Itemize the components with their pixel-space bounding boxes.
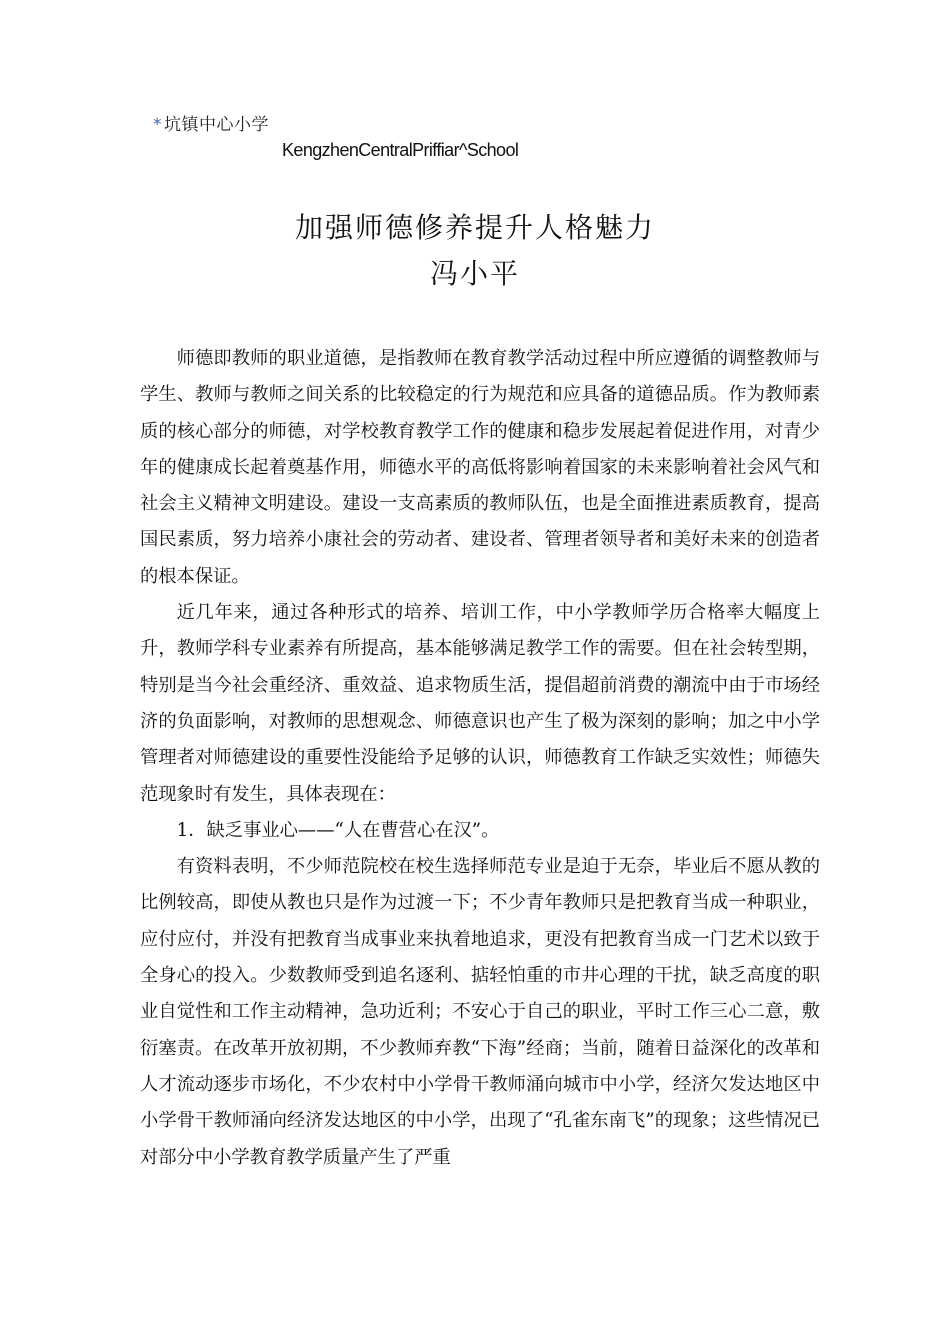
document-title: 加强师德修养提升人格魅力: [294, 211, 655, 244]
document-author: 冯小平: [429, 257, 520, 290]
paragraph: 师德即教师的职业道德，是指教师在教育教学活动过程中所应遵循的调整教师与学生、教师与教师之间关系的比较稳定的行为规范和应具备的道德品质。作为教师素质的核心部分的师德，对学校教育教学工作的健康和稳步发展起着促进作用，对青少年的健康成长起着奠基作用，师德水平的高低将影响着国家的未来影响着社会风气和社会主义精神文明建设。建设一支高素质的教师队伍，也是全面推进素质教育，提高国民素质，努力培养小康社会的劳动者、建设者、管理者领导者和美好未来的创造者的根本保证。: [140, 348, 820, 587]
paragraph: 有资料表明，不少师范院校在校生选择师范专业是迫于无奈，毕业后不愿从教的比例较高，即使从教也只是作为过渡一下；不少青年教师只是把教育当成一种职业，应付应付，并没有把教育当成事业来执着地追求，更没有把教育当成一门艺术以致于全身心的投入。少数教师受到追名逐利、掂轻怕重的市井心理的干扰，缺乏高度的职业自觉性和工作主动精神，急功近利；不安心于自己的职业，平时工作三心二意，敷衍塞责。在改革开放初期，不少教师弃教“下海”经商；当前，随着日益深化的改革和人才流动逐步市场化，不少农村中小学骨干教师涌向城市中小学，经济欠发达地区中小学骨干教师涌向经济发达地区的中小学，出现了“孔雀东南飞”的现象；这些情况已对部分中小学教育教学质量产生了严重: [140, 856, 820, 1168]
star-mark: *: [153, 115, 162, 135]
school-name-en: KengzhenCentralPriffiar^School: [282, 140, 519, 160]
paragraph: 近几年来，通过各种形式的培养、培训工作，中小学教师学历合格率大幅度上升，教师学科专业素养有所提高，基本能够满足教学工作的需要。但在社会转型期，特别是当今社会重经济、重效益、追求物质生活，提倡超前消费的潮流中由于市场经济的负面影响，对教师的思想观念、师德意识也产生了极为深刻的影响；加之中小学管理者对师德建设的重要性没能给予足够的认识，师德教育工作缺乏实效性；师德失范现象时有发生，具体表现在：: [140, 602, 820, 805]
school-header-chinese: [153, 110, 269, 135]
document-body: [140, 341, 820, 1176]
paragraph: 1．缺乏事业心——“人在曹营心在汉”。: [176, 819, 500, 841]
school-name-cn: 坑镇中心小学: [164, 115, 269, 135]
